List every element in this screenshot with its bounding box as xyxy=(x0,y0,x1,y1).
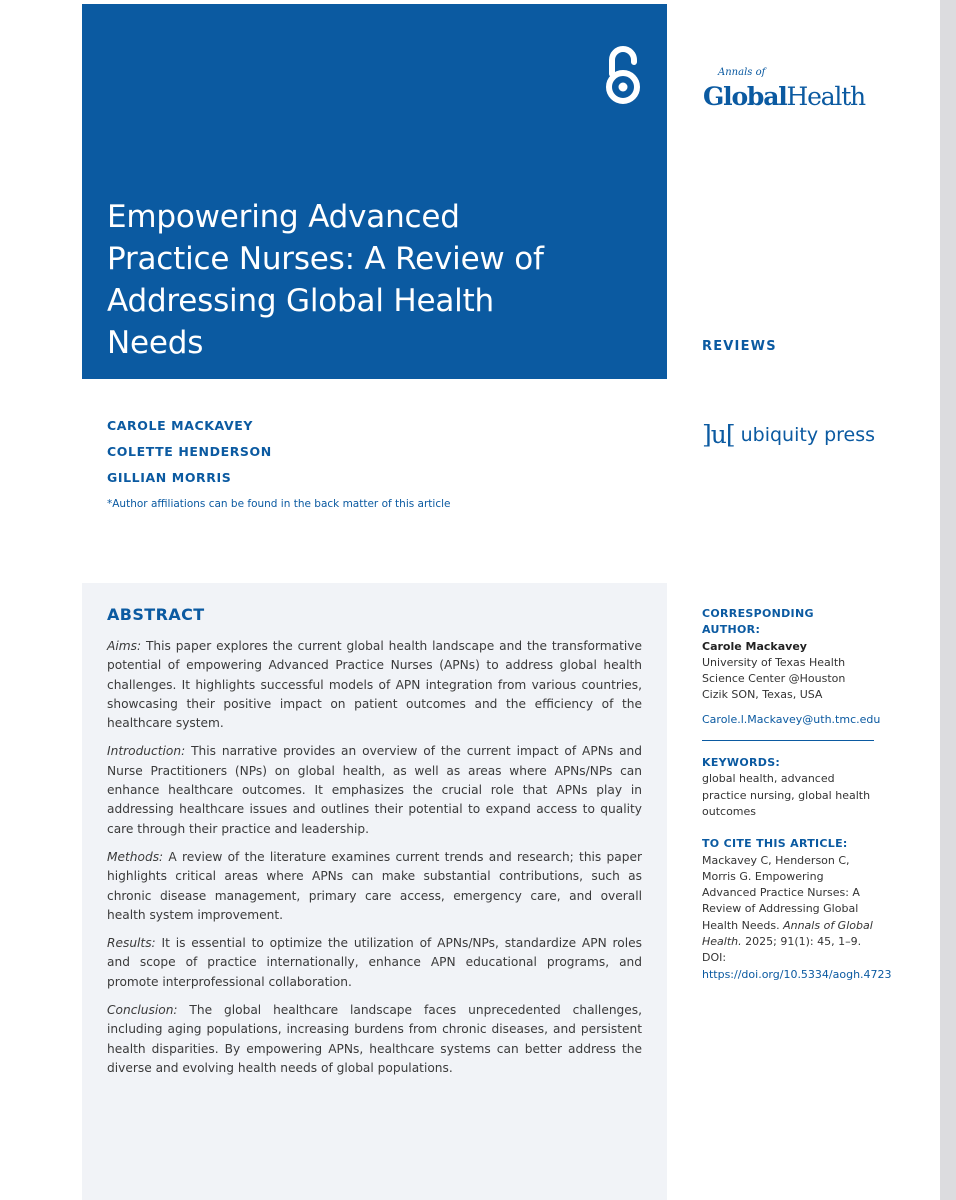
abstract-heading: ABSTRACT xyxy=(107,605,205,624)
abstract-label: Introduction: xyxy=(107,744,186,759)
abstract-label: Results: xyxy=(107,936,156,951)
publisher-mark: ]u[ xyxy=(702,420,735,449)
publisher-logo xyxy=(702,420,875,449)
open-access-icon xyxy=(604,44,642,106)
abstract-label: Methods: xyxy=(107,849,164,864)
abstract-label: Aims: xyxy=(107,639,142,653)
doi-link[interactable]: https://doi.org/10.5334/aogh.4723 xyxy=(702,967,892,981)
cite-text xyxy=(702,853,892,983)
journal-logo-part2: Health xyxy=(786,82,865,111)
abstract-text: A review of the literature examines current trends and research; this paper highlights critical areas where APNs can make substantial contributions, such as chronic disease management, primary care access, emergency care, and overall health system improvement. xyxy=(107,849,642,922)
author-name[interactable]: CAROLE MACKAVEY xyxy=(107,418,254,433)
page-edge-shadow xyxy=(940,0,956,1200)
corresponding-author-email-link[interactable]: Carole.l.Mackavey@uth.tmc.edu xyxy=(702,712,881,726)
author-name[interactable]: GILLIAN MORRIS xyxy=(107,470,232,485)
author-name[interactable]: COLETTE HENDERSON xyxy=(107,444,272,459)
abstract-text: The global healthcare landscape faces unprecedented challenges, including aging populations, increasing burdens from chronic diseases, and persistent health disparities. By empowering APNs, healthcare systems can better address the diverse and evolving health needs of global populations. xyxy=(107,1003,642,1075)
abstract-text: This narrative provides an overview of the current impact of APNs and Nurse Practitioners (NPs) on global health, as well as areas where APNs/NPs can enhance healthcare outcomes. It emphasizes the crucial role that APNs play in addressing healthcare issues and outlines their potential to expand access to quality care through their practice and leadership. xyxy=(107,744,642,836)
corresponding-author-heading: CORRESPONDING AUTHOR: xyxy=(702,607,814,637)
abstract-paragraph-results xyxy=(107,934,642,992)
journal-logo-prefix: Annals of xyxy=(718,67,766,78)
cite-text-before: Mackavey C, Henderson C, Morris G. Empowering Advanced Practice Nurses: A Review of Addressing Global Health Needs. xyxy=(702,853,860,932)
abstract-text: It is essential to optimize the utilization of APNs/NPs, standardize APN roles and scope of practice internationally, enhance APN educational programs, and promote interprofessional collaboration. xyxy=(107,936,642,989)
publisher-name: ubiquity press xyxy=(740,423,876,446)
abstract-body xyxy=(107,637,642,1087)
cite-journal: Annals of Global Health. xyxy=(702,918,873,949)
corresponding-author-name: Carole Mackavey xyxy=(702,639,807,653)
article-sidebar xyxy=(702,606,892,983)
author-list xyxy=(107,418,450,510)
article-section-label: REVIEWS xyxy=(702,339,777,354)
journal-logo-part1: Global xyxy=(703,82,787,111)
abstract-paragraph-introduction xyxy=(107,742,642,838)
keywords-heading: KEYWORDS: xyxy=(702,756,781,770)
corresponding-author-institution: University of Texas Health Science Center @Houston Cizik SON, Texas, USA xyxy=(702,655,846,702)
abstract-paragraph-methods xyxy=(107,848,642,925)
article-title: Empowering Advanced Practice Nurses: A Review of Addressing Global Health Needs xyxy=(107,199,544,361)
abstract-text: This paper explores the current global health landscape and the transformative potential of empowering Advanced Practice Nurses (APNs) to address global health challenges. It highlights successful models of APN integration from various countries, showcasing their positive impact on patient outcomes and the efficiency of the healthcare system. xyxy=(107,639,642,731)
abstract-paragraph-conclusion xyxy=(107,1001,642,1078)
journal-logo xyxy=(703,82,865,111)
affiliation-note[interactable]: *Author affiliations can be found in the back matter of this article xyxy=(107,498,451,510)
keywords-text: global health, advanced practice nursing, global health outcomes xyxy=(702,772,871,818)
cite-text-after: 2025; 91(1): 45, 1–9. DOI: xyxy=(702,935,862,965)
cite-heading: TO CITE THIS ARTICLE: xyxy=(702,837,848,851)
sidebar-divider xyxy=(702,740,874,741)
abstract-label: Conclusion: xyxy=(107,1003,178,1018)
abstract-paragraph-aims xyxy=(107,637,642,733)
